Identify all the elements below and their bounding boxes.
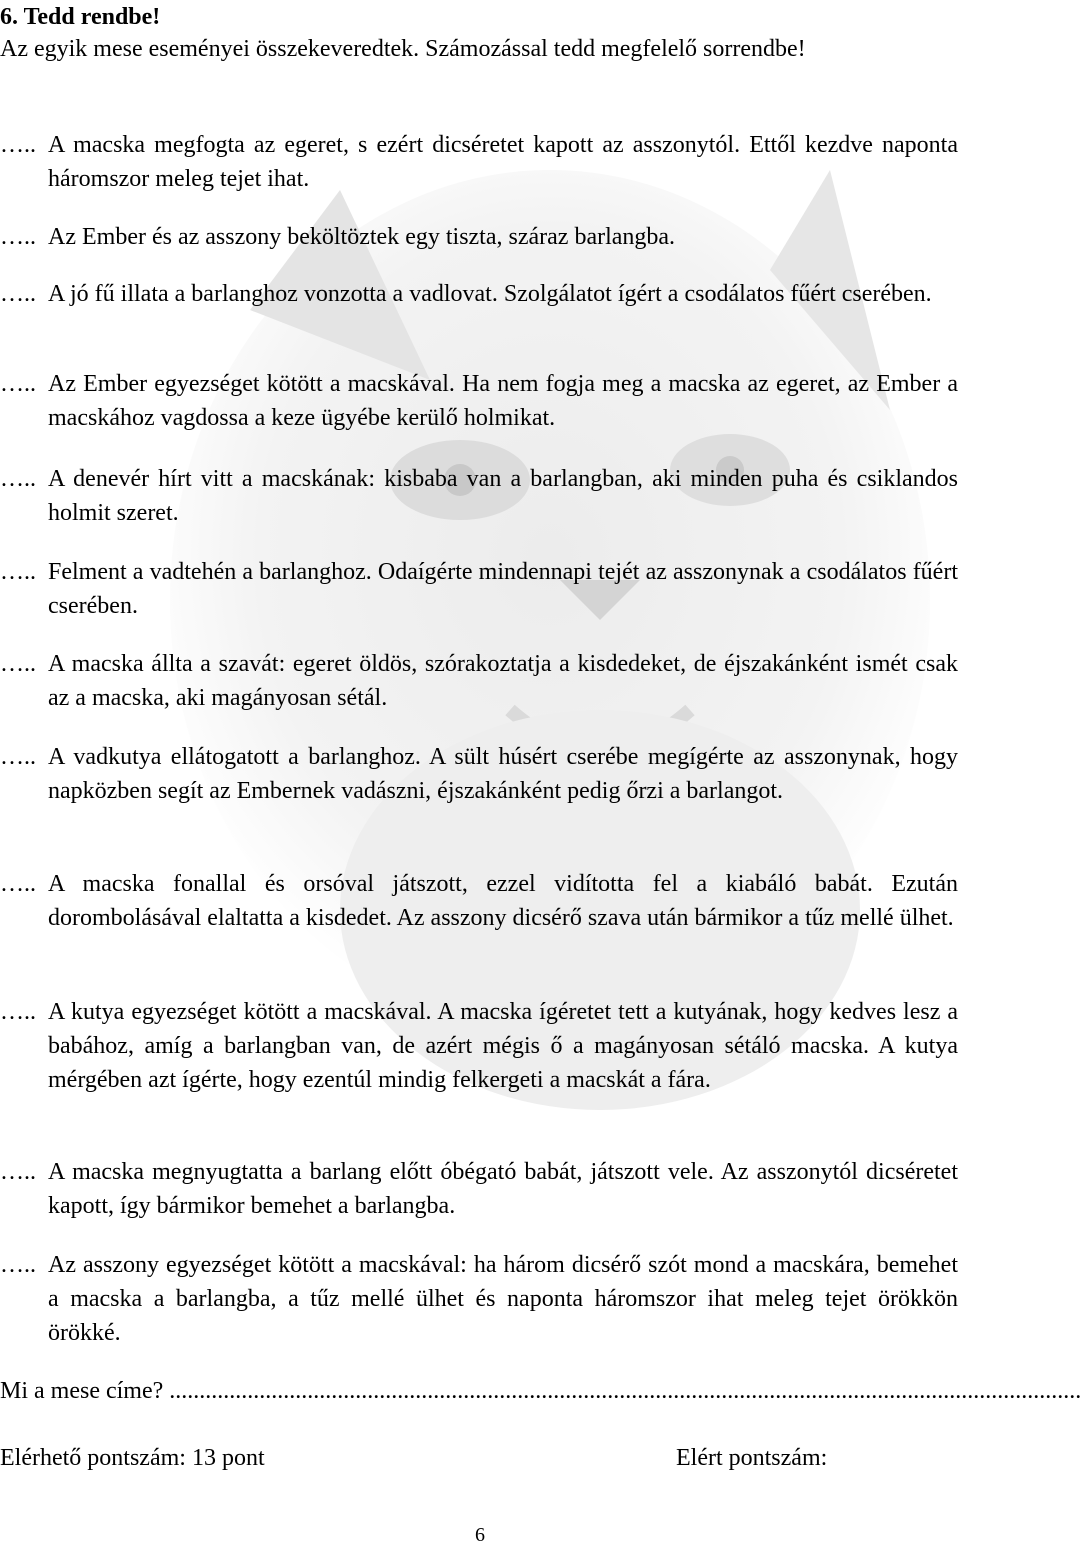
number-blank[interactable]: ….. (0, 466, 36, 492)
item-text: A macska fonallal és orsóval játszott, ezzel vidította fel a kiabáló babát. Ezután dorombolásával elaltatta a kisdedet. Az asszony dicsérő szava után bármikor a tűz mellé ülhet. (48, 871, 958, 931)
item-text: Az asszony egyezséget kötött a macskával: ha három dicsérő szót mond a macskára, bemehet a macska a barlangba, a tűz mellé ülhet és naponta háromszor ihat meleg tejet örökkön örökké. (48, 1252, 958, 1346)
number-blank[interactable]: ….. (0, 651, 36, 677)
item-text: A kutya egyezséget kötött a macskával. A macska ígéretet tett a kutyának, hogy kedves lesz a babához, amíg a barlangban van, de azért mégis ő a magányosan sétáló macska. A kutya mérgében azt ígérte, hogy ezentúl mindig felkergeti a macskát a fára. (48, 999, 958, 1093)
number-blank[interactable]: ….. (0, 559, 36, 585)
title-question[interactable]: Mi a mese címe? ........................................................................................................................................................ (0, 1378, 1081, 1404)
number-blank[interactable]: ….. (0, 371, 36, 397)
page-number: 6 (475, 1524, 485, 1546)
item-text: A jó fű illata a barlanghoz vonzotta a vadlovat. Szolgálatot ígért a csodálatos fűért cserében. (48, 281, 932, 307)
item-text: A macska megfogta az egeret, s ezért dicséretet kapott az asszonytól. Ettől kezdve naponta háromszor meleg tejet ihat. (48, 132, 958, 192)
max-points-label: Elérhető pontszám: 13 pont (0, 1445, 265, 1471)
item-text: Az Ember és az asszony beköltöztek egy tiszta, száraz barlangba. (48, 224, 676, 250)
item-text: Felment a vadtehén a barlanghoz. Odaígérte mindennapi tejét az asszonynak a csodálatos fűért cserében. (48, 559, 958, 619)
number-blank[interactable]: ….. (0, 1252, 36, 1278)
item-text: A denevér hírt vitt a macskának: kisbaba van a barlangban, aki minden puha és csiklandos holmit szeret. (48, 466, 958, 526)
number-blank[interactable]: ….. (0, 999, 36, 1025)
exercise-instruction: Az egyik mese eseményei összekeveredtek. Számozással tedd megfelelő sorrendbe! (0, 36, 806, 62)
number-blank[interactable]: ….. (0, 281, 36, 307)
number-blank[interactable]: ….. (0, 871, 36, 897)
item-text: Az Ember egyezséget kötött a macskával. Ha nem fogja meg a macska az egeret, az Ember a macskához vagdossa a keze ügyébe kerülő holmikat. (48, 371, 958, 431)
number-blank[interactable]: ….. (0, 132, 36, 158)
number-blank[interactable]: ….. (0, 224, 36, 250)
earned-points-label: Elért pontszám: (676, 1445, 828, 1471)
item-text: A macska állta a szavát: egeret öldös, szórakoztatja a kisdedeket, de éjszakánként ismét csak az a macska, aki magányosan sétál. (48, 651, 958, 711)
exercise-title: 6. Tedd rendbe! (0, 4, 161, 30)
item-text: A vadkutya ellátogatott a barlanghoz. A sült húsért cserébe megígérte az asszonynak, hogy napközben segít az Embernek vadászni, éjszakánként pedig őrzi a barlangot. (48, 744, 958, 804)
number-blank[interactable]: ….. (0, 744, 36, 770)
item-text: A macska megnyugtatta a barlang előtt óbégató babát, játszott vele. Az asszonytól dicséretet kapott, így bármikor bemehet a barlangba. (48, 1159, 958, 1219)
number-blank[interactable]: ….. (0, 1159, 36, 1185)
